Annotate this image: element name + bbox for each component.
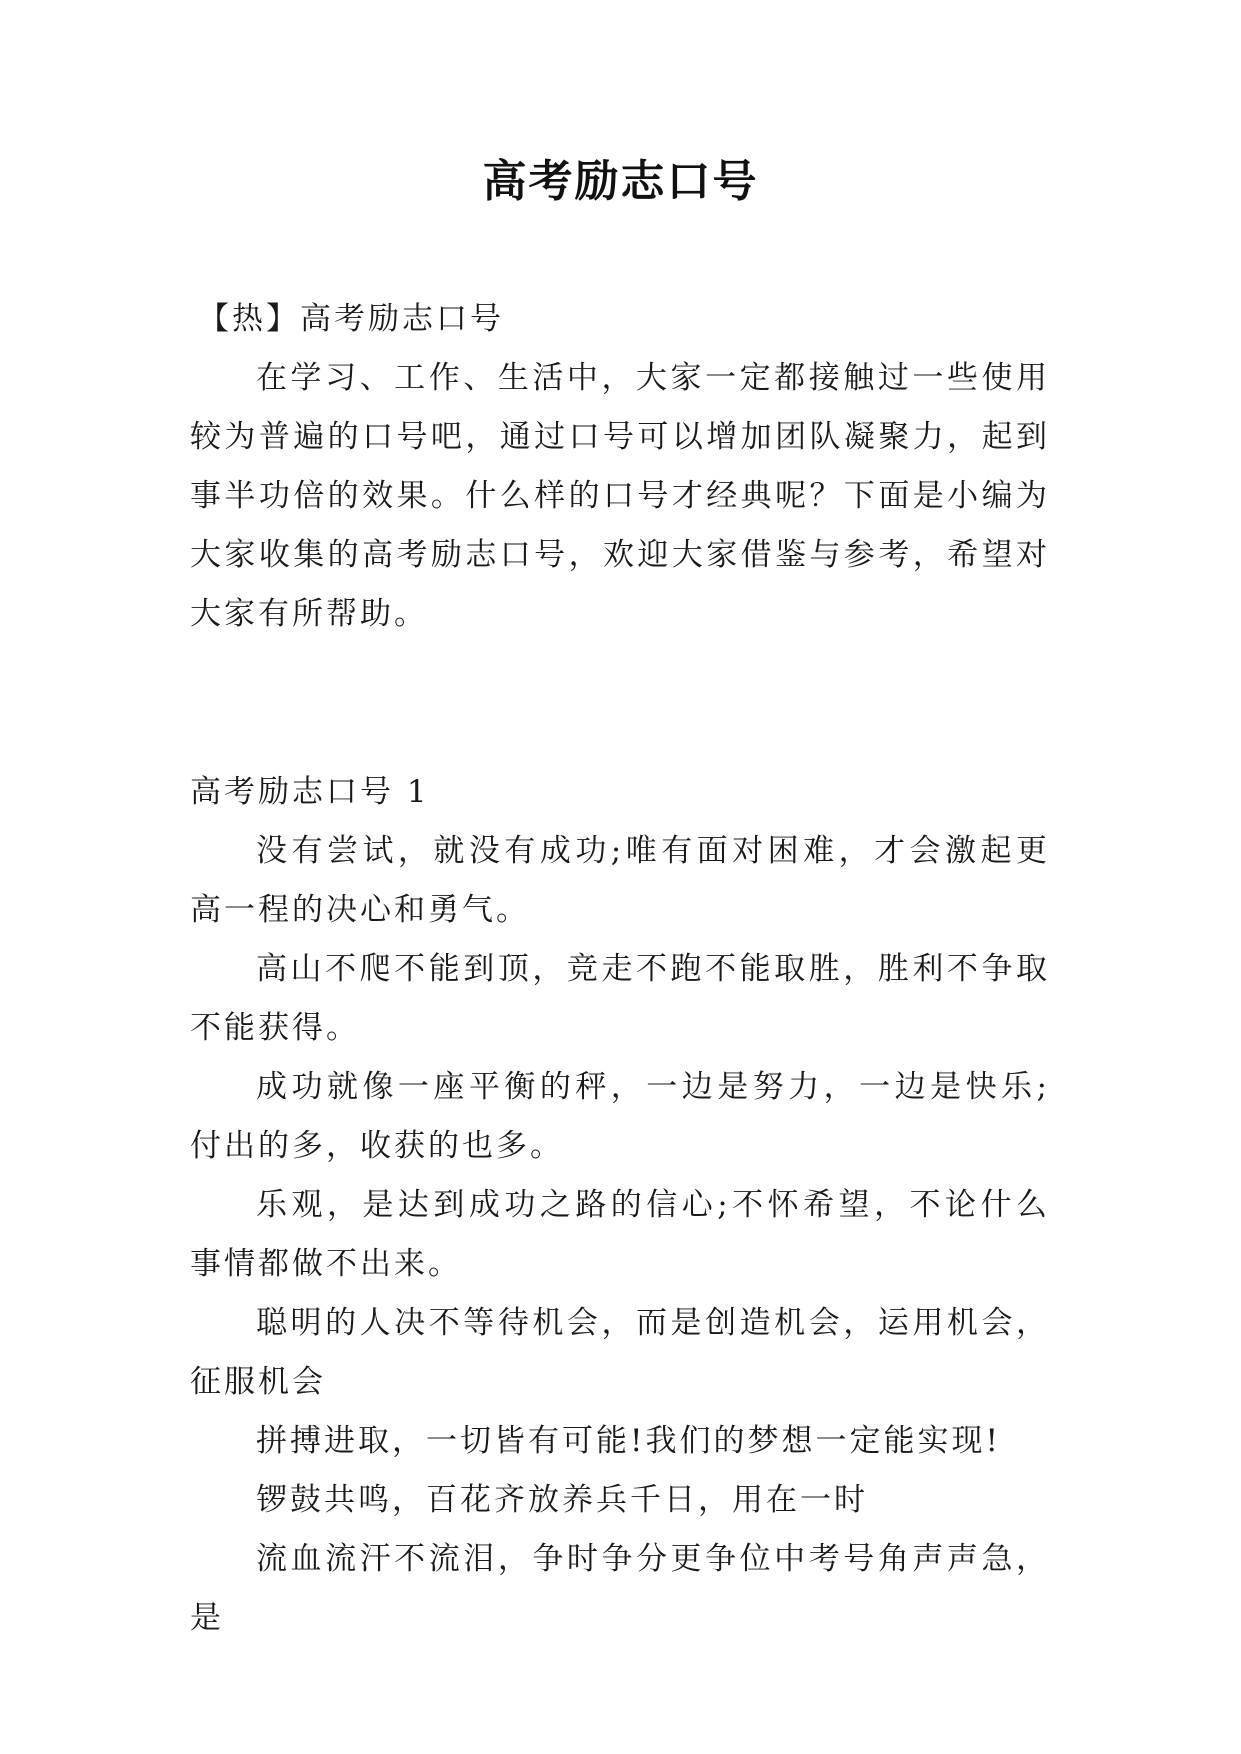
- intro-heading: 【热】高考励志口号: [198, 301, 504, 337]
- section-heading: 高考励志口号 1: [190, 774, 430, 810]
- intro-paragraph: 在学习、工作、生活中，大家一定都接触过一些使用较为普遍的口号吧，通过口号可以增加团队凝聚力，起到事半功倍的效果。什么样的口号才经典呢？下面是小编为大家收集的高考励志口号，欢迎大家借鉴与参考，希望对大家有所帮助。: [190, 360, 1050, 632]
- slogan-paragraph: 聪明的人决不等待机会，而是创造机会，运用机会，征服机会: [190, 1305, 1050, 1400]
- slogan-paragraph: 没有尝试，就没有成功;唯有面对困难，才会激起更高一程的决心和勇气。: [190, 833, 1050, 928]
- slogan-paragraph: 拼搏进取，一切皆有可能!我们的梦想一定能实现!: [256, 1423, 1001, 1459]
- slogan-paragraph: 流血流汗不流泪，争时争分更争位中考号角声声急，是: [190, 1541, 1050, 1636]
- slogan-paragraph: 锣鼓共鸣，百花齐放养兵千日，用在一时: [256, 1482, 868, 1518]
- document-body: [190, 290, 1050, 1648]
- slogan-paragraph: 乐观，是达到成功之路的信心;不怀希望，不论什么事情都做不出来。: [190, 1187, 1050, 1282]
- slogan-paragraph: 高山不爬不能到顶，竞走不跑不能取胜，胜利不争取不能获得。: [190, 951, 1050, 1046]
- page-title: 高考励志口号: [482, 156, 759, 207]
- slogan-paragraph: 成功就像一座平衡的秤，一边是努力，一边是快乐;付出的多，收获的也多。: [190, 1069, 1050, 1164]
